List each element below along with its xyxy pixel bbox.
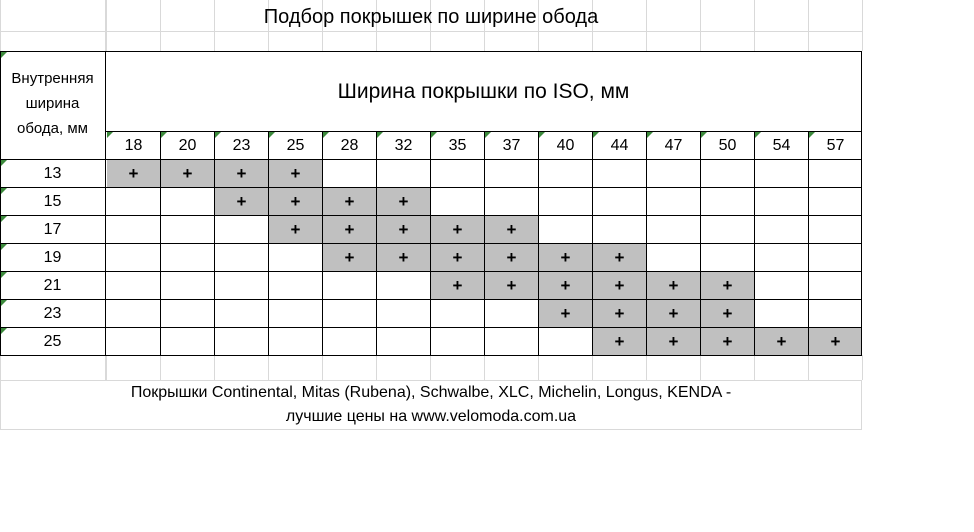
fit-mark: + [215,188,268,215]
gridline-v [376,31,377,51]
gridline-v [484,31,485,51]
fit-mark: + [269,188,322,215]
gridline-v [538,31,539,51]
gridline-v [430,355,431,380]
tire-width-cell: 20 [178,136,197,154]
gridline-v [754,355,755,380]
comment-marker [593,132,599,138]
tire-width-cell: 47 [664,136,683,154]
fit-mark: + [701,300,754,327]
comment-marker [1,328,7,334]
gridline-v [592,355,593,380]
border-row [0,215,862,216]
fit-mark: + [107,160,160,187]
fit-mark: + [431,216,484,243]
gridline-v [106,31,107,51]
comment-marker [485,132,491,138]
rim-width-cell: 19 [43,248,62,266]
fit-mark: + [755,328,808,355]
fit-mark: + [215,160,268,187]
gridline-v [592,31,593,51]
gridline-v [862,31,863,51]
fit-mark: + [809,328,862,355]
gridline-v [646,355,647,380]
comment-marker [1,272,7,278]
border-row [0,187,862,188]
gridline-v [160,31,161,51]
gridline-v [268,31,269,51]
fit-mark: + [485,272,538,299]
comment-marker [539,132,545,138]
border-col [592,131,593,356]
comment-marker [1,300,7,306]
fit-mark: + [377,188,430,215]
tire-width-cell: 50 [718,136,737,154]
comment-marker [647,132,653,138]
gridline-v [646,31,647,51]
fit-mark: + [377,244,430,271]
fit-mark: + [377,216,430,243]
comment-marker [431,132,437,138]
tire-width-cell: 35 [448,136,467,154]
comment-marker [1,188,7,194]
tire-width-cell: 57 [826,136,845,154]
gridline-h [0,429,862,430]
comment-marker [1,160,7,166]
tire-width-cell: 25 [286,136,305,154]
gridline-v [700,31,701,51]
sheet-title: Подбор покрышек по ширине обода [263,6,599,28]
border-col [160,131,161,356]
border-rimcol [105,51,106,356]
fit-mark: + [485,216,538,243]
fit-mark: + [323,188,376,215]
fit-mark: + [593,272,646,299]
border-row [0,299,862,300]
comment-marker [107,132,113,138]
border-col [808,131,809,356]
border-col [268,131,269,356]
gridline-v [160,355,161,380]
gridline-v [268,355,269,380]
border-row [0,243,862,244]
fit-mark: + [323,244,376,271]
gridline-v [0,355,1,380]
border-col [322,131,323,356]
rim-width-label [0,52,105,155]
fit-mark: + [323,216,376,243]
comment-marker [1,52,7,58]
border-row [0,159,862,160]
rim-width-cell: 23 [43,304,62,322]
gridline-v [376,355,377,380]
gridline-v [808,31,809,51]
border-col [484,131,485,356]
gridline-v [106,355,107,380]
comment-marker [755,132,761,138]
fit-mark: + [269,216,322,243]
border-row [0,327,862,328]
comment-marker [377,132,383,138]
gridline-v [322,31,323,51]
fit-mark: + [539,300,592,327]
gridline-v [322,355,323,380]
rim-width-cell: 13 [43,164,62,182]
footer-line-2: лучшие цены на www.velomoda.com.ua [285,408,577,425]
gridline-v [0,31,1,51]
fit-mark: + [701,328,754,355]
border-top [0,51,862,52]
tire-width-cell: 54 [772,136,791,154]
gridline-v [808,355,809,380]
fit-mark: + [647,300,700,327]
fit-mark: + [539,272,592,299]
comment-marker [809,132,815,138]
rim-width-cell: 17 [43,220,62,238]
comment-marker [1,216,7,222]
gridline-v [484,355,485,380]
rim-width-label-text: Внутренняя ширина обода, мм [11,70,94,137]
tire-width-header: Ширина покрышки по ISO, мм [337,79,630,103]
gridline-v [538,355,539,380]
fit-mark: + [161,160,214,187]
tire-width-cell: 23 [232,136,251,154]
border-col [700,131,701,356]
gridline-v [214,355,215,380]
tire-width-cell: 37 [502,136,521,154]
border-col [646,131,647,356]
fit-mark: + [701,272,754,299]
fit-mark: + [593,300,646,327]
border-col [376,131,377,356]
fit-mark: + [485,244,538,271]
comment-marker [161,132,167,138]
rim-width-cell: 21 [43,276,62,294]
fit-mark: + [593,328,646,355]
border-row [0,271,862,272]
comment-marker [701,132,707,138]
border-col [861,51,862,356]
border-row [0,355,862,356]
border-left [0,51,1,356]
tire-width-cell: 44 [610,136,629,154]
tire-width-cell: 32 [394,136,413,154]
fit-mark: + [269,160,322,187]
comment-marker [323,132,329,138]
fit-mark: + [593,244,646,271]
border-col [430,131,431,356]
tire-width-cell: 40 [556,136,575,154]
gridline-v [862,0,863,31]
fit-mark: + [431,244,484,271]
gridline-v [754,31,755,51]
fit-mark: + [647,272,700,299]
tire-width-cell: 18 [124,136,143,154]
fit-mark: + [539,244,592,271]
gridline-v [430,31,431,51]
gridline-v [214,31,215,51]
footer-note [0,381,862,429]
comment-marker [215,132,221,138]
border-col [538,131,539,356]
footer-line-1: Покрышки Continental, Mitas (Rubena), Schwalbe, XLC, Michelin, Longus, KENDA - [130,384,732,401]
rim-width-cell: 15 [43,192,62,210]
border-col [214,131,215,356]
border-col [754,131,755,356]
rim-width-cell: 25 [43,332,62,350]
comment-marker [1,244,7,250]
gridline-v [700,355,701,380]
tire-width-cell: 28 [340,136,359,154]
comment-marker [269,132,275,138]
fit-mark: + [431,272,484,299]
gridline-v [862,355,863,380]
fit-mark: + [647,328,700,355]
